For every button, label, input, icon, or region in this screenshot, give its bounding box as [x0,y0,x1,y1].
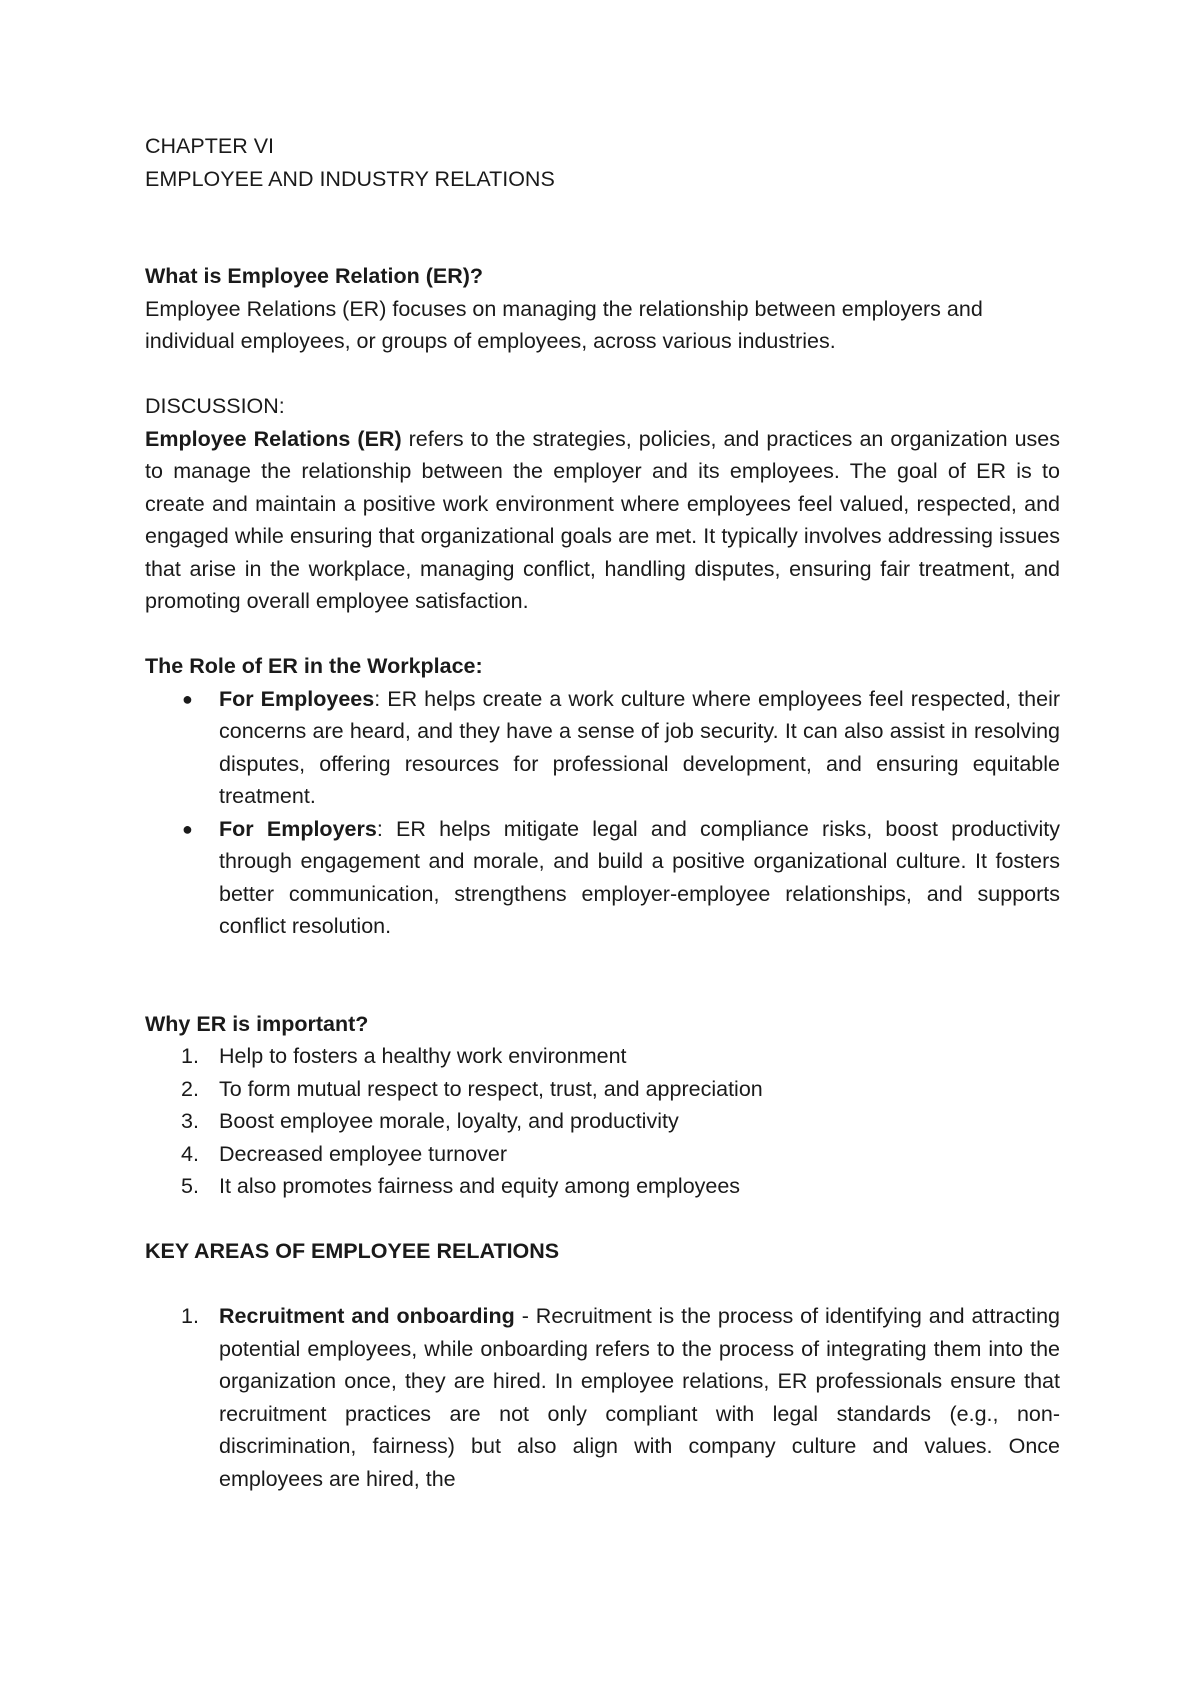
key-areas-list [145,1300,1060,1495]
discussion-paragraph [145,423,1060,618]
key-area-term: Recruitment and onboarding [219,1304,515,1328]
definition-text [145,293,1060,358]
list-item [145,1105,1060,1138]
role-item-text: : ER helps create a work culture where employees feel respected, their concerns are heard, and they have a sense of job security. It can also assist in resolving disputes, offering resources for professional development, and ensuring equitable treatment. [219,686,1061,808]
list-item-text: Decreased employee turnover [219,1141,508,1166]
list-item [145,1300,1060,1495]
role-item-text: : ER helps mitigate legal and compliance risks, boost productivity through engagement and morale, and build a positive organizational culture. It fosters better communication, strengthens employer-employee relationships, and supports conflict resolution. [219,816,1060,938]
list-number: 2. [181,1076,199,1101]
importance-heading: Why ER is important? [145,1011,369,1036]
role-item-term: For Employers [219,816,377,841]
role-heading: The Role of ER in the Workplace: [145,654,483,678]
spacer [145,618,1060,651]
spacer [145,1268,1060,1301]
list-number: 4. [181,1141,199,1166]
discussion-label: DISCUSSION: [145,394,285,418]
list-number: 3. [181,1109,199,1133]
key-area-text: - Recruitment is the process of identifying and attracting potential employees, while onboarding refers to the process of integrating them into the organization once, they are hired. In employee relations, ER professionals ensure that recruitment practices are not only compliant with legal standards (e.g., non-discrimination, fairness) but also align with company culture and values. Once employees are hired, the [219,1304,1060,1491]
chapter-title: EMPLOYEE AND INDUSTRY RELATIONS [145,166,555,191]
list-number: 5. [181,1174,199,1198]
role-item-term: For Employees [219,686,375,711]
list-item [145,683,1060,813]
bullet-icon: ● [182,688,193,709]
bullet-icon: ● [182,818,193,839]
spacer [145,195,1060,260]
spacer [145,943,1060,1008]
list-item-text: Help to fosters a healthy work environment [219,1044,627,1068]
importance-list [145,1040,1060,1203]
spacer [145,358,1060,391]
chapter-number: CHAPTER VI [145,134,275,158]
list-item [145,1040,1060,1073]
list-item-text: To form mutual respect to respect, trust, and appreciation [219,1076,763,1101]
document-page [145,130,1060,1495]
list-item [145,1138,1060,1171]
discussion-text: refers to the strategies, policies, and practices an organization uses to manage the relationship between the employer and its employees. The goal of ER is to create and maintain a positive work environment where employees feel valued, respected, and engaged while ensuring that organizational goals are met. It typically involves addressing issues that arise in the workplace, managing conflict, handling disputes, ensuring fair treatment, and promoting overall employee satisfaction. [145,426,1060,613]
list-item [145,1170,1060,1203]
spacer [145,1203,1060,1236]
list-item [145,1073,1060,1106]
key-areas-heading: KEY AREAS OF EMPLOYEE RELATIONS [145,1239,560,1263]
list-item-text: Boost employee morale, loyalty, and productivity [219,1109,679,1133]
list-item-text: It also promotes fairness and equity among employees [219,1174,741,1198]
list-number: 1. [181,1044,199,1068]
discussion-term: Employee Relations (ER) [145,426,402,451]
definition-heading: What is Employee Relation (ER)? [145,264,484,288]
list-number: 1. [181,1304,199,1328]
role-list [145,683,1060,943]
definition-body: Employee Relations (ER) focuses on managing the relationship between employers and individual employees, or groups of employees, across various industries. [145,296,983,353]
list-item [145,813,1060,943]
